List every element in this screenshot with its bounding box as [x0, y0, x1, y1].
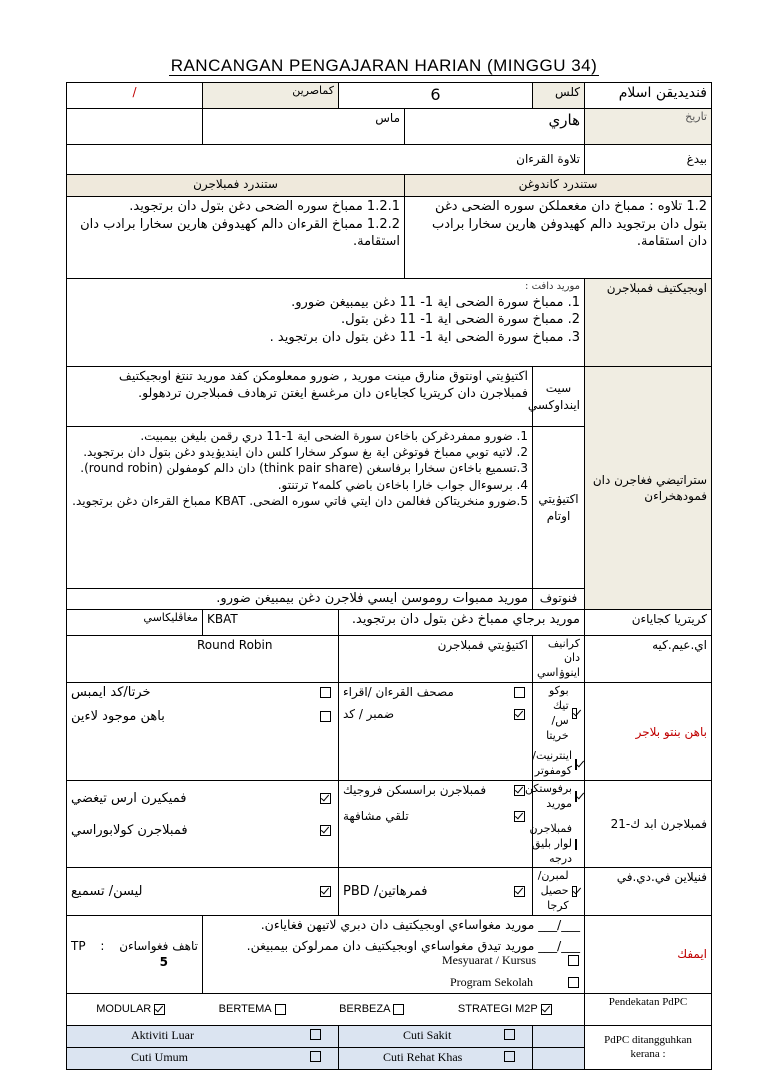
checkbox-icon[interactable]	[393, 1004, 404, 1015]
approach-options: MODULAR BERTEMA BERBEZA STRATEGI M2P	[67, 993, 585, 1025]
row-evaluation	[67, 868, 712, 916]
kbat-value: مغاڤليكاسي	[67, 609, 203, 635]
content-standard-header: ستندرد كاندوغن	[405, 175, 712, 197]
kbat-label: KBAT	[203, 609, 339, 635]
note-mesyuarat-overlay: Mesyuarat / Kursus	[410, 950, 582, 970]
materials-col-b: مصحف القرءان /اقراء ضمبر / كد	[339, 683, 533, 781]
objectives-label: اوبجيكتيف فمبلاجرن	[585, 279, 712, 367]
checkbox-checked-icon[interactable]	[575, 791, 577, 802]
class-label: كلس	[533, 83, 585, 109]
class-name: كماصرين	[203, 83, 339, 109]
eval-col-a: لمبرن/حصيل كرجا	[533, 868, 585, 916]
checkbox-icon[interactable]	[504, 1051, 515, 1062]
row-date	[67, 109, 712, 145]
checkbox-checked-icon[interactable]	[541, 1004, 552, 1015]
row-materials	[67, 683, 712, 781]
ekk-creativity: كرانيف دان اينوۏاسي	[533, 635, 585, 683]
assessment-col-a: برفوستكن موريد فمبلاجرن لوار بليق درجه	[533, 781, 585, 868]
note-program	[533, 1047, 585, 1069]
learning-standard-header: ستندرد فمبلاجرن	[67, 175, 405, 197]
note-aktiviti-luar: Aktiviti Luar	[67, 1025, 339, 1047]
checkbox-icon[interactable]	[320, 687, 331, 698]
checkbox-icon[interactable]	[568, 955, 579, 966]
row-notes-1	[67, 1025, 712, 1047]
row-ekk	[67, 635, 712, 683]
checkbox-icon[interactable]	[310, 1051, 321, 1062]
learning-standards: 1.2.1 ممباخ سوره الضحى دغن بتول دان برتجويد. 1.2.2 ممباخ القرءان دالم كهيدوفن هارين سخارا برادب دان استقامة.	[67, 197, 405, 279]
row-approach	[67, 993, 712, 1025]
note-program-overlay: Program Sekolah	[410, 972, 582, 992]
field-value: تلاوة القرءان	[67, 145, 585, 175]
checkbox-icon[interactable]	[568, 977, 579, 988]
checkbox-icon[interactable]	[514, 687, 525, 698]
checkbox-icon[interactable]	[310, 1029, 321, 1040]
rph-table	[66, 82, 712, 1070]
checkbox-checked-icon[interactable]	[514, 785, 525, 796]
checkbox-checked-icon[interactable]	[320, 793, 331, 804]
field-label: بيدغ	[585, 145, 712, 175]
eval-col-b: فمرهاتين/ PBD	[339, 868, 533, 916]
checkbox-icon[interactable]	[504, 1029, 515, 1040]
impact-text: ___/___ موريد مغواساءي اوبجيكتيف دان دبري لاتيهن فغاياءن. ___/___ موريد تيدق مغواساءي اوبجيكتيف دان ممرلوكن بيمبيغن.	[203, 915, 585, 993]
note-cuti-rehat: Cuti Rehat Khas	[339, 1047, 533, 1069]
checkbox-icon[interactable]	[320, 711, 331, 722]
checkbox-icon[interactable]	[575, 839, 577, 850]
row-objectives	[67, 279, 712, 367]
checkbox-checked-icon[interactable]	[514, 811, 525, 822]
row-criteria	[67, 609, 712, 635]
class-value: 6	[339, 83, 533, 109]
ekk-activity: اكتيۏيتي فمبلاجرن	[339, 635, 533, 683]
slash-cell: /	[67, 83, 203, 109]
checkbox-checked-icon[interactable]	[320, 886, 331, 897]
ekk-method: Round Robin	[67, 635, 339, 683]
impact-tp: TP : تاهف فغواساءن 5	[67, 915, 203, 993]
materials-label: باهن بنتو بلاجر	[585, 683, 712, 781]
assessment-label: فمبلاجرن ابد ك-21	[585, 781, 712, 868]
checkbox-checked-icon[interactable]	[572, 886, 577, 897]
materials-col-a: بوكو تيك س/ خريتا اينترنيت/ كومفوتر	[533, 683, 585, 781]
objectives-content: موريد دافت : 1. ممباخ سورة الضحى اية 1- 11 دغن بيمبيغن ضورو. 2. ممباخ سورة الضحى اية 1- 11 دغن بتول. 3. ممباخ سورة الضحى اية 1- 11 دغن بتول دان برتجويد .	[67, 279, 585, 367]
page-title: RANCANGAN PENGAJARAN HARIAN (MINGGU 34)	[170, 56, 598, 75]
assessment-col-c: فميكيرن ارس تيغضي فمبلاجرن كولابوراسي	[67, 781, 339, 868]
day-label: هاري	[405, 109, 585, 145]
criteria-text: موريد برجاي ممباخ دغن بتول دان برتجويد.	[339, 609, 585, 635]
eval-label: فنيلاين في.دي.في	[585, 868, 712, 916]
impact-label: ايمفك	[585, 915, 712, 993]
row-standards	[67, 197, 712, 279]
note-cuti-umum: Cuti Umum	[67, 1047, 339, 1069]
date-label: تاريخ	[585, 109, 712, 145]
time-label: ماس	[203, 109, 405, 145]
empty-cell	[67, 109, 203, 145]
main-activity-label: اكتيۏيتي اوتام	[533, 427, 585, 589]
row-assessment	[67, 781, 712, 868]
checkbox-checked-icon[interactable]	[514, 709, 525, 720]
subject-value: فنديديقن اسلام	[585, 83, 712, 109]
row-set-induction	[67, 367, 712, 427]
checkbox-checked-icon[interactable]	[154, 1004, 165, 1015]
row-subject	[67, 83, 712, 109]
row-standard-headers	[67, 175, 712, 197]
note-cuti-sakit: Cuti Sakit	[339, 1025, 533, 1047]
approach-label: Pendekatan PdPC	[585, 993, 712, 1025]
closing-text: موريد ممبوات روموسن ايسي فلاجرن دغن بيمبيغن ضورو.	[67, 589, 533, 610]
criteria-label: كريتريا كجاياءن	[585, 609, 712, 635]
set-induction-text: اكتيۏيتي اونتوق منارق مينت موريد , ضورو ممعلومكن كفد موريد تنتغ اوبجيكتيف فمبلاجرن دان كريتريا كجاياءن دان مرغسغ ايغتن ترهادف فمبلاجرن تردهولو.	[67, 367, 533, 427]
checkbox-checked-icon[interactable]	[514, 886, 525, 897]
ekk-label: اي.عيم.كيه	[585, 635, 712, 683]
checkbox-checked-icon[interactable]	[320, 825, 331, 836]
closing-label: فنوتوف	[533, 589, 585, 610]
row-impact	[67, 915, 712, 993]
main-activity-text: 1. ضورو ممفردغركن باخاءن سورة الضحى اية 1-11 دري رقمن بليغن بيمبيت. 2. لاتيه توبي ممباخ فوتوغن اية بغ سوكر سخارا كلس دان اينديۏيدو دغن بتول دان برتجويد. 3.تسميع باخاءن سخارا برفاسغن (think pair share) دان دالم كومفولن (round robin). 4. برسوءال جواب خارا باخاءن باضي كلمه٢ ترتنتو. 5.ضورو منخريتاكن فغالمن دان ايتي فاتي سوره الضحى. KBAT ممباخ القرءان دغن برتجويد.	[67, 427, 533, 589]
note-mesyuarat	[533, 1025, 585, 1047]
eval-col-c: ليسن/ تسميع	[67, 868, 339, 916]
materials-col-c: خرتا/كد ايمبس باهن موجود لاءين	[67, 683, 339, 781]
row-field	[67, 145, 712, 175]
checkbox-icon[interactable]	[275, 1004, 286, 1015]
content-standard-text: 1.2 تلاوه : ممباخ دان مغعملكن سوره الضحى دغن بتول دان برتجويد دالم كهيدوفن هارين سخارا برادب دان استقامة.	[405, 197, 712, 279]
checkbox-checked-icon[interactable]	[572, 708, 577, 719]
checkbox-checked-icon[interactable]	[575, 759, 577, 770]
strategy-label: ستراتيضي فغاجرن دان فمودهخراءن	[585, 367, 712, 610]
set-induction-label: سيت اينداوكسي	[533, 367, 585, 427]
notes-label: PdPC ditangguhkan kerana :	[585, 1025, 712, 1069]
assessment-col-b: فمبلاجرن براسسكن فروجيك تلقي مشافهة	[339, 781, 533, 868]
